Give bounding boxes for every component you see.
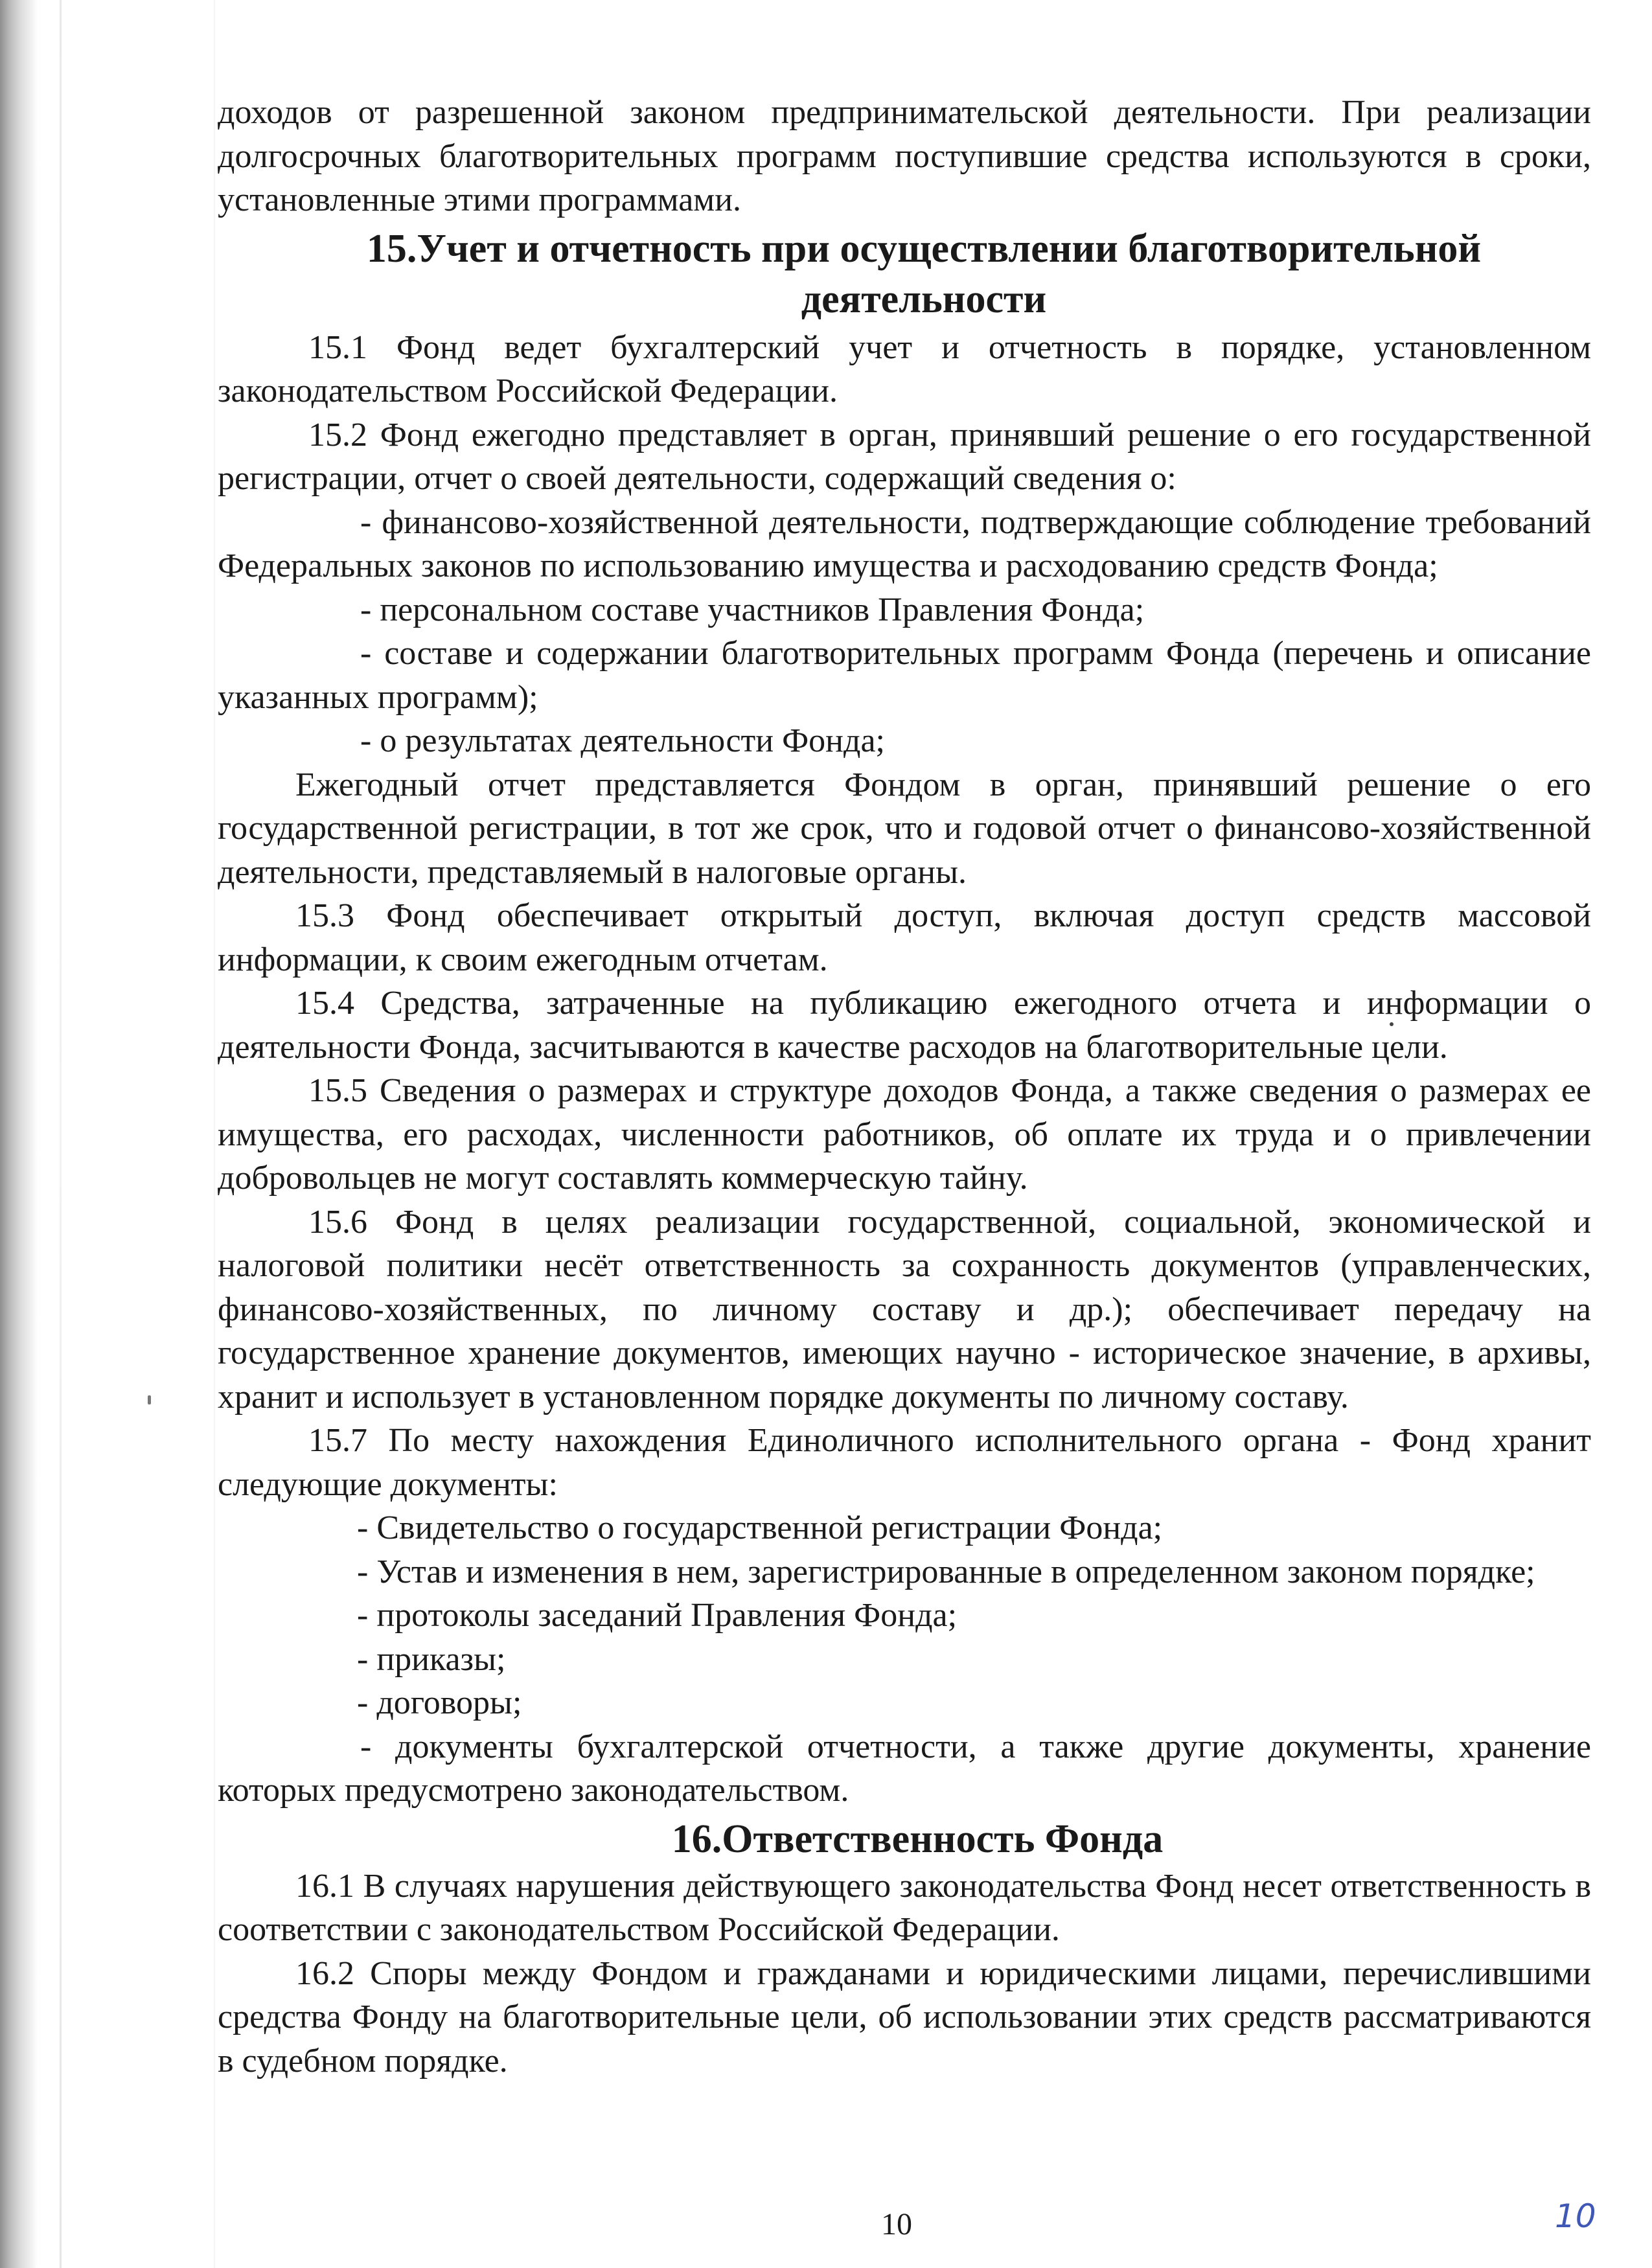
section-16-title: 16.Ответственность Фонда — [671, 1816, 1164, 1861]
list-item: - договоры; — [357, 1684, 522, 1721]
list-item: - Свидетельство о государственной регистрации Фонда; — [357, 1509, 1163, 1546]
scan-shadow-edge — [0, 0, 38, 2268]
paragraph-annual-report: Ежегодный отчет представляется Фондом в орган, принявший решение о его государственной регистрации, в тот же срок, что и годовой отчет о финансово-хозяйственной деятельности, представляемый в налоговые органы. — [218, 766, 1591, 891]
list-item: - персональном составе участников Правления Фонда; — [360, 591, 1145, 628]
paragraph-15-5: 15.5 Сведения о размерах и структуре доходов Фонда, а также сведения о размерах ее имущества, его расходах, численности работников, об оплате их труда и о привлечении добровольцев не могут составлять коммерческую тайну. — [218, 1072, 1591, 1197]
list-item: - приказы; — [357, 1640, 506, 1678]
paragraph-15-4: 15.4 Средства, затраченные на публикацию ежегодного отчета и информации о деятельности Фонда, засчитываются в качестве расходов на благотворительные цели. — [218, 985, 1591, 1066]
paragraph-16-2: 16.2 Споры между Фондом и гражданами и юридическими лицами, перечислившими средства Фонду на благотворительные цели, об использовании этих средств рассматриваются в судебном порядке. — [218, 1954, 1591, 2079]
scan-fold-line — [214, 0, 215, 2268]
paragraph-16-1: 16.1 В случаях нарушения действующего законодательства Фонд несет ответственность в соответствии с законодательством Российской Федерации. — [218, 1867, 1591, 1948]
list-item: - о результатах деятельности Фонда; — [360, 722, 885, 759]
scan-fold-line — [60, 0, 62, 2268]
handwritten-page-number: 10 — [1555, 2197, 1596, 2235]
list-item: - финансово-хозяйственной деятельности, подтверждающие соблюдение требований Федеральных законов по использованию имущества и расходованию средств Фонда; — [218, 503, 1591, 584]
paragraph-15-6: 15.6 Фонд в целях реализации государственной, социальной, экономической и налоговой политики несёт ответственность за сохранность документов (управленческих, финансово-хозяйственных, по личному составу и др.); обеспечивает передачу на государственное хранение документов, имеющих научно - историческое значение, в архивы, хранит и использует в установленном порядке документы по личному составу. — [218, 1203, 1591, 1415]
paragraph-15-2: 15.2 Фонд ежегодно представляет в орган, принявший решение о его государственной регистрации, отчет о своей деятельности, содержащий сведения о: — [218, 416, 1591, 497]
scan-speck — [1390, 1022, 1394, 1026]
paragraph-15-1: 15.1 Фонд ведет бухгалтерский учет и отчетность в порядке, установленном законодательством Российской Федерации. — [218, 328, 1591, 409]
document-body — [218, 91, 1591, 2083]
list-item: - Устав и изменения в нем, зарегистрированные в определенном законом порядке; — [357, 1553, 1535, 1590]
section-15-title: 15.Учет и отчетность при осуществлении благотворительной деятельности — [366, 226, 1482, 321]
paragraph-15-3: 15.3 Фонд обеспечивает открытый доступ, включая доступ средств массовой информации, к своим ежегодным отчетам. — [218, 897, 1591, 978]
page-number: 10 — [881, 2207, 912, 2241]
scan-speck — [148, 1395, 151, 1404]
list-item: - протоколы заседаний Правления Фонда; — [357, 1597, 958, 1634]
paragraph-intro: доходов от разрешенной законом предпринимательской деятельности. При реализации долгосрочных благотворительных программ поступившие средства используются в сроки, установленные этими программами. — [218, 94, 1591, 218]
list-item: - документы бухгалтерской отчетности, а также другие документы, хранение которых предусмотрено законодательством. — [218, 1728, 1591, 1809]
list-item: - составе и содержании благотворительных программ Фонда (перечень и описание указанных программ); — [218, 635, 1591, 716]
paragraph-15-7: 15.7 По месту нахождения Единоличного исполнительного органа - Фонд хранит следующие документы: — [218, 1422, 1591, 1503]
